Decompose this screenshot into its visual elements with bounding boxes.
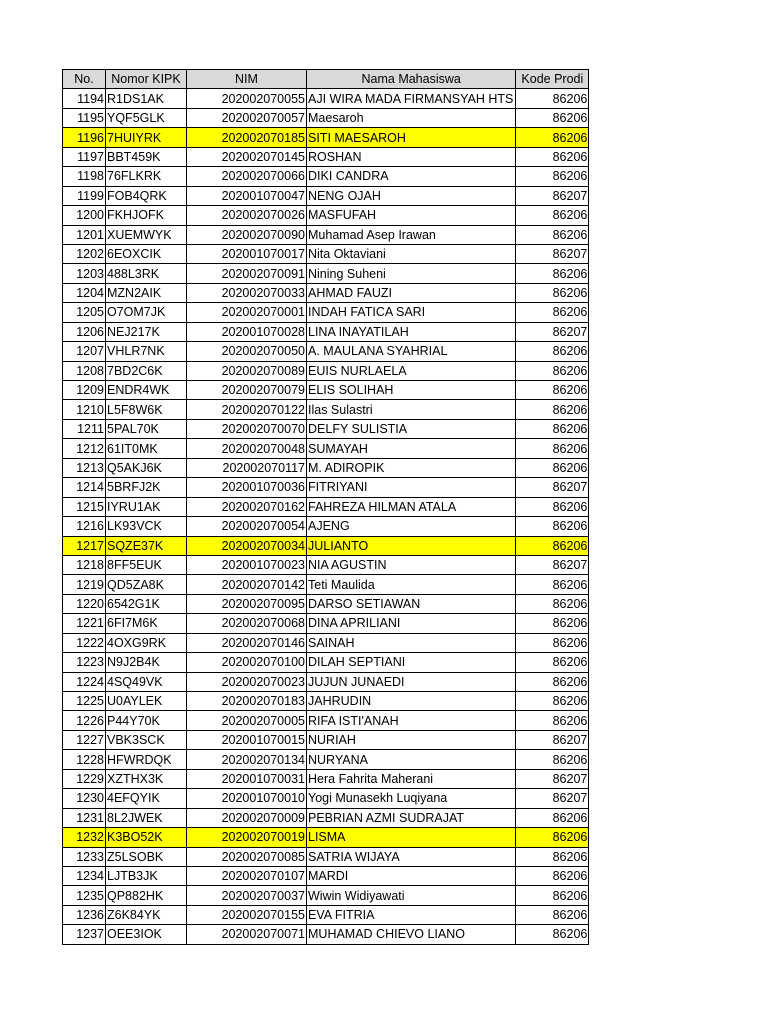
table-row [63, 750, 589, 769]
cell-no: 1236 [63, 905, 106, 924]
cell-nomor-kipk: OEE3IOK [106, 925, 187, 944]
cell-nomor-kipk: 8FF5EUK [106, 555, 187, 574]
cell-nama-mahasiswa: AJENG [307, 517, 516, 536]
header-nama-mahasiswa: Nama Mahasiswa [307, 70, 516, 89]
cell-nim: 202002070145 [187, 147, 307, 166]
cell-nomor-kipk: Z5LSOBK [106, 847, 187, 866]
cell-no: 1198 [63, 167, 106, 186]
cell-no: 1205 [63, 303, 106, 322]
table-row [63, 128, 589, 147]
cell-nomor-kipk: YQF5GLK [106, 108, 187, 127]
cell-nomor-kipk: XZTHX3K [106, 769, 187, 788]
cell-kode-prodi: 86206 [516, 536, 589, 555]
cell-nama-mahasiswa: ROSHAN [307, 147, 516, 166]
cell-nim: 202001070036 [187, 478, 307, 497]
cell-no: 1221 [63, 614, 106, 633]
cell-kode-prodi: 86206 [516, 361, 589, 380]
cell-no: 1214 [63, 478, 106, 497]
cell-nomor-kipk: FOB4QRK [106, 186, 187, 205]
cell-no: 1223 [63, 653, 106, 672]
cell-kode-prodi: 86206 [516, 614, 589, 633]
cell-kode-prodi: 86206 [516, 439, 589, 458]
cell-nama-mahasiswa: JAHRUDIN [307, 692, 516, 711]
table-header [63, 70, 589, 89]
table-row [63, 866, 589, 885]
cell-nim: 202002070100 [187, 653, 307, 672]
cell-kode-prodi: 86207 [516, 555, 589, 574]
cell-nama-mahasiswa: SATRIA WIJAYA [307, 847, 516, 866]
table-row [63, 536, 589, 555]
cell-nomor-kipk: U0AYLEK [106, 692, 187, 711]
cell-no: 1235 [63, 886, 106, 905]
cell-nomor-kipk: 76FLKRK [106, 167, 187, 186]
cell-nim: 202002070009 [187, 808, 307, 827]
cell-nim: 202001070031 [187, 769, 307, 788]
cell-kode-prodi: 86207 [516, 478, 589, 497]
cell-nomor-kipk: 4SQ49VK [106, 672, 187, 691]
table-row [63, 439, 589, 458]
cell-nomor-kipk: O7OM7JK [106, 303, 187, 322]
cell-nama-mahasiswa: SAINAH [307, 633, 516, 652]
cell-nim: 202001070017 [187, 244, 307, 263]
cell-nomor-kipk: QP882HK [106, 886, 187, 905]
table-row [63, 264, 589, 283]
table-row [63, 925, 589, 944]
cell-nim: 202002070122 [187, 400, 307, 419]
cell-nomor-kipk: HFWRDQK [106, 750, 187, 769]
table-body [63, 89, 589, 944]
table-row [63, 322, 589, 341]
cell-nomor-kipk: 4EFQYIK [106, 789, 187, 808]
cell-kode-prodi: 86206 [516, 89, 589, 108]
cell-nim: 202002070071 [187, 925, 307, 944]
cell-kode-prodi: 86206 [516, 594, 589, 613]
table-row [63, 886, 589, 905]
cell-no: 1203 [63, 264, 106, 283]
cell-kode-prodi: 86206 [516, 866, 589, 885]
cell-nim: 202002070117 [187, 458, 307, 477]
cell-nim: 202001070028 [187, 322, 307, 341]
cell-no: 1197 [63, 147, 106, 166]
table-row [63, 225, 589, 244]
cell-nomor-kipk: 5BRFJ2K [106, 478, 187, 497]
cell-nama-mahasiswa: SITI MAESAROH [307, 128, 516, 147]
cell-kode-prodi: 86206 [516, 400, 589, 419]
cell-nama-mahasiswa: Nining Suheni [307, 264, 516, 283]
cell-nomor-kipk: Z6K84YK [106, 905, 187, 924]
cell-nama-mahasiswa: PEBRIAN AZMI SUDRAJAT [307, 808, 516, 827]
cell-kode-prodi: 86206 [516, 847, 589, 866]
cell-nama-mahasiswa: DARSO SETIAWAN [307, 594, 516, 613]
cell-nim: 202002070033 [187, 283, 307, 302]
cell-nim: 202001070010 [187, 789, 307, 808]
cell-nama-mahasiswa: Wiwin Widiyawati [307, 886, 516, 905]
cell-no: 1229 [63, 769, 106, 788]
table-row [63, 400, 589, 419]
cell-nama-mahasiswa: Muhamad Asep Irawan [307, 225, 516, 244]
cell-nomor-kipk: 4OXG9RK [106, 633, 187, 652]
cell-kode-prodi: 86207 [516, 769, 589, 788]
cell-nomor-kipk: 7BD2C6K [106, 361, 187, 380]
header-kode-prodi: Kode Prodi [516, 70, 589, 89]
cell-nim: 202002070034 [187, 536, 307, 555]
table-row [63, 730, 589, 749]
table-row [63, 361, 589, 380]
cell-nama-mahasiswa: SUMAYAH [307, 439, 516, 458]
cell-nomor-kipk: 8L2JWEK [106, 808, 187, 827]
cell-nomor-kipk: VHLR7NK [106, 342, 187, 361]
cell-nama-mahasiswa: FAHREZA HILMAN ATALA [307, 497, 516, 516]
cell-nim: 202002070085 [187, 847, 307, 866]
cell-nim: 202002070068 [187, 614, 307, 633]
cell-nomor-kipk: 6EOXCIK [106, 244, 187, 263]
table-row [63, 458, 589, 477]
cell-kode-prodi: 86206 [516, 342, 589, 361]
cell-nama-mahasiswa: NIA AGUSTIN [307, 555, 516, 574]
cell-nomor-kipk: QD5ZA8K [106, 575, 187, 594]
cell-nomor-kipk: 61IT0MK [106, 439, 187, 458]
cell-nim: 202002070023 [187, 672, 307, 691]
cell-nim: 202002070095 [187, 594, 307, 613]
table-row [63, 89, 589, 108]
table-row [63, 769, 589, 788]
cell-kode-prodi: 86206 [516, 458, 589, 477]
cell-kode-prodi: 86206 [516, 828, 589, 847]
cell-no: 1211 [63, 419, 106, 438]
cell-nomor-kipk: BBT459K [106, 147, 187, 166]
table-row [63, 186, 589, 205]
cell-nomor-kipk: FKHJOFK [106, 206, 187, 225]
cell-nama-mahasiswa: NENG OJAH [307, 186, 516, 205]
cell-nim: 202002070026 [187, 206, 307, 225]
table-row [63, 497, 589, 516]
table-row [63, 244, 589, 263]
cell-kode-prodi: 86206 [516, 147, 589, 166]
cell-nomor-kipk: K3BO52K [106, 828, 187, 847]
cell-kode-prodi: 86206 [516, 692, 589, 711]
cell-nomor-kipk: 7HUIYRK [106, 128, 187, 147]
cell-no: 1213 [63, 458, 106, 477]
cell-nama-mahasiswa: MASFUFAH [307, 206, 516, 225]
student-table [62, 69, 589, 945]
table-row [63, 808, 589, 827]
cell-nama-mahasiswa: NURYANA [307, 750, 516, 769]
cell-no: 1215 [63, 497, 106, 516]
cell-no: 1216 [63, 517, 106, 536]
cell-kode-prodi: 86206 [516, 886, 589, 905]
cell-nomor-kipk: 6542G1K [106, 594, 187, 613]
cell-kode-prodi: 86207 [516, 789, 589, 808]
table-row [63, 575, 589, 594]
cell-kode-prodi: 86207 [516, 730, 589, 749]
cell-nomor-kipk: MZN2AIK [106, 283, 187, 302]
cell-nomor-kipk: LJTB3JK [106, 866, 187, 885]
cell-nama-mahasiswa: LISMA [307, 828, 516, 847]
cell-nama-mahasiswa: NURIAH [307, 730, 516, 749]
cell-nomor-kipk: LK93VCK [106, 517, 187, 536]
cell-nama-mahasiswa: INDAH FATICA SARI [307, 303, 516, 322]
cell-kode-prodi: 86207 [516, 186, 589, 205]
table-row [63, 517, 589, 536]
cell-no: 1199 [63, 186, 106, 205]
cell-nomor-kipk: P44Y70K [106, 711, 187, 730]
cell-no: 1234 [63, 866, 106, 885]
table-row [63, 108, 589, 127]
cell-nim: 202002070183 [187, 692, 307, 711]
table-row [63, 147, 589, 166]
cell-nama-mahasiswa: DIKI CANDRA [307, 167, 516, 186]
cell-nim: 202002070048 [187, 439, 307, 458]
cell-nomor-kipk: Q5AKJ6K [106, 458, 187, 477]
cell-no: 1217 [63, 536, 106, 555]
cell-nomor-kipk: IYRU1AK [106, 497, 187, 516]
table-row [63, 342, 589, 361]
cell-no: 1210 [63, 400, 106, 419]
table-row [63, 672, 589, 691]
cell-no: 1194 [63, 89, 106, 108]
cell-no: 1227 [63, 730, 106, 749]
table-row [63, 633, 589, 652]
cell-no: 1218 [63, 555, 106, 574]
cell-nim: 202002070055 [187, 89, 307, 108]
cell-no: 1209 [63, 381, 106, 400]
cell-kode-prodi: 86206 [516, 905, 589, 924]
cell-nama-mahasiswa: M. ADIROPIK [307, 458, 516, 477]
cell-nim: 202002070155 [187, 905, 307, 924]
header-nim: NIM [187, 70, 307, 89]
table-row [63, 847, 589, 866]
cell-kode-prodi: 86206 [516, 750, 589, 769]
cell-no: 1195 [63, 108, 106, 127]
cell-no: 1219 [63, 575, 106, 594]
table-row [63, 692, 589, 711]
cell-nama-mahasiswa: Maesaroh [307, 108, 516, 127]
cell-no: 1224 [63, 672, 106, 691]
cell-nama-mahasiswa: Teti Maulida [307, 575, 516, 594]
cell-kode-prodi: 86206 [516, 925, 589, 944]
cell-nama-mahasiswa: DELFY SULISTIA [307, 419, 516, 438]
table-row [63, 594, 589, 613]
table-row [63, 653, 589, 672]
table-row [63, 614, 589, 633]
cell-no: 1232 [63, 828, 106, 847]
cell-nomor-kipk: SQZE37K [106, 536, 187, 555]
cell-nim: 202002070107 [187, 866, 307, 885]
cell-nomor-kipk: L5F8W6K [106, 400, 187, 419]
cell-nomor-kipk: N9J2B4K [106, 653, 187, 672]
cell-nama-mahasiswa: JUJUN JUNAEDI [307, 672, 516, 691]
cell-kode-prodi: 86206 [516, 419, 589, 438]
cell-nim: 202001070023 [187, 555, 307, 574]
cell-nim: 202001070047 [187, 186, 307, 205]
cell-nama-mahasiswa: Nita Oktaviani [307, 244, 516, 263]
table-row [63, 711, 589, 730]
cell-nim: 202002070054 [187, 517, 307, 536]
header-no: No. [63, 70, 106, 89]
cell-kode-prodi: 86206 [516, 206, 589, 225]
cell-nim: 202002070146 [187, 633, 307, 652]
cell-nama-mahasiswa: A. MAULANA SYAHRIAL [307, 342, 516, 361]
header-row [63, 70, 589, 89]
table-row [63, 905, 589, 924]
cell-nim: 202002070050 [187, 342, 307, 361]
cell-kode-prodi: 86206 [516, 283, 589, 302]
cell-no: 1207 [63, 342, 106, 361]
table-row [63, 555, 589, 574]
cell-nim: 202002070037 [187, 886, 307, 905]
cell-nama-mahasiswa: Hera Fahrita Maherani [307, 769, 516, 788]
cell-no: 1226 [63, 711, 106, 730]
cell-no: 1225 [63, 692, 106, 711]
cell-nama-mahasiswa: MUHAMAD CHIEVO LIANO [307, 925, 516, 944]
cell-no: 1228 [63, 750, 106, 769]
cell-nomor-kipk: 488L3RK [106, 264, 187, 283]
cell-kode-prodi: 86206 [516, 633, 589, 652]
cell-kode-prodi: 86206 [516, 381, 589, 400]
cell-nama-mahasiswa: AHMAD FAUZI [307, 283, 516, 302]
cell-kode-prodi: 86206 [516, 808, 589, 827]
cell-nim: 202002070005 [187, 711, 307, 730]
cell-nama-mahasiswa: EUIS NURLAELA [307, 361, 516, 380]
cell-no: 1201 [63, 225, 106, 244]
header-nomor-kipk: Nomor KIPK [106, 70, 187, 89]
cell-nama-mahasiswa: AJI WIRA MADA FIRMANSYAH HTS [307, 89, 516, 108]
cell-nomor-kipk: ENDR4WK [106, 381, 187, 400]
cell-kode-prodi: 86206 [516, 672, 589, 691]
cell-nama-mahasiswa: Yogi Munasekh Luqiyana [307, 789, 516, 808]
cell-kode-prodi: 86207 [516, 244, 589, 263]
cell-no: 1231 [63, 808, 106, 827]
cell-no: 1200 [63, 206, 106, 225]
cell-nama-mahasiswa: DINA APRILIANI [307, 614, 516, 633]
cell-nama-mahasiswa: JULIANTO [307, 536, 516, 555]
cell-nim: 202002070134 [187, 750, 307, 769]
table-row [63, 789, 589, 808]
cell-nomor-kipk: 6FI7M6K [106, 614, 187, 633]
table-row [63, 206, 589, 225]
cell-kode-prodi: 86206 [516, 497, 589, 516]
cell-nim: 202002070019 [187, 828, 307, 847]
cell-nim: 202002070091 [187, 264, 307, 283]
cell-nim: 202002070142 [187, 575, 307, 594]
cell-nama-mahasiswa: FITRIYANI [307, 478, 516, 497]
cell-kode-prodi: 86206 [516, 167, 589, 186]
cell-nama-mahasiswa: MARDI [307, 866, 516, 885]
table-row [63, 478, 589, 497]
cell-kode-prodi: 86206 [516, 517, 589, 536]
table-row [63, 303, 589, 322]
cell-nama-mahasiswa: Ilas Sulastri [307, 400, 516, 419]
cell-kode-prodi: 86206 [516, 303, 589, 322]
cell-no: 1230 [63, 789, 106, 808]
cell-nim: 202002070066 [187, 167, 307, 186]
cell-kode-prodi: 86206 [516, 108, 589, 127]
cell-nama-mahasiswa: EVA FITRIA [307, 905, 516, 924]
cell-no: 1202 [63, 244, 106, 263]
cell-nomor-kipk: XUEMWYK [106, 225, 187, 244]
cell-nama-mahasiswa: LINA INAYATILAH [307, 322, 516, 341]
cell-no: 1196 [63, 128, 106, 147]
cell-kode-prodi: 86206 [516, 575, 589, 594]
table-row [63, 283, 589, 302]
cell-kode-prodi: 86206 [516, 225, 589, 244]
cell-nim: 202002070090 [187, 225, 307, 244]
cell-nama-mahasiswa: DILAH SEPTIANI [307, 653, 516, 672]
cell-kode-prodi: 86206 [516, 653, 589, 672]
cell-nomor-kipk: VBK3SCK [106, 730, 187, 749]
cell-kode-prodi: 86206 [516, 264, 589, 283]
cell-no: 1222 [63, 633, 106, 652]
cell-nim: 202002070070 [187, 419, 307, 438]
table-row [63, 828, 589, 847]
cell-kode-prodi: 86206 [516, 711, 589, 730]
cell-nama-mahasiswa: RIFA ISTI'ANAH [307, 711, 516, 730]
cell-no: 1220 [63, 594, 106, 613]
cell-nama-mahasiswa: ELIS SOLIHAH [307, 381, 516, 400]
cell-nim: 202002070057 [187, 108, 307, 127]
cell-no: 1237 [63, 925, 106, 944]
table-row [63, 419, 589, 438]
table-row [63, 167, 589, 186]
cell-nim: 202002070185 [187, 128, 307, 147]
cell-nim: 202001070015 [187, 730, 307, 749]
cell-nomor-kipk: 5PAL70K [106, 419, 187, 438]
cell-nomor-kipk: R1DS1AK [106, 89, 187, 108]
cell-nim: 202002070079 [187, 381, 307, 400]
cell-no: 1212 [63, 439, 106, 458]
cell-nomor-kipk: NEJ217K [106, 322, 187, 341]
cell-nim: 202002070001 [187, 303, 307, 322]
table-row [63, 381, 589, 400]
cell-kode-prodi: 86207 [516, 322, 589, 341]
cell-nim: 202002070089 [187, 361, 307, 380]
cell-nim: 202002070162 [187, 497, 307, 516]
cell-no: 1208 [63, 361, 106, 380]
cell-no: 1233 [63, 847, 106, 866]
cell-no: 1204 [63, 283, 106, 302]
cell-no: 1206 [63, 322, 106, 341]
cell-kode-prodi: 86206 [516, 128, 589, 147]
